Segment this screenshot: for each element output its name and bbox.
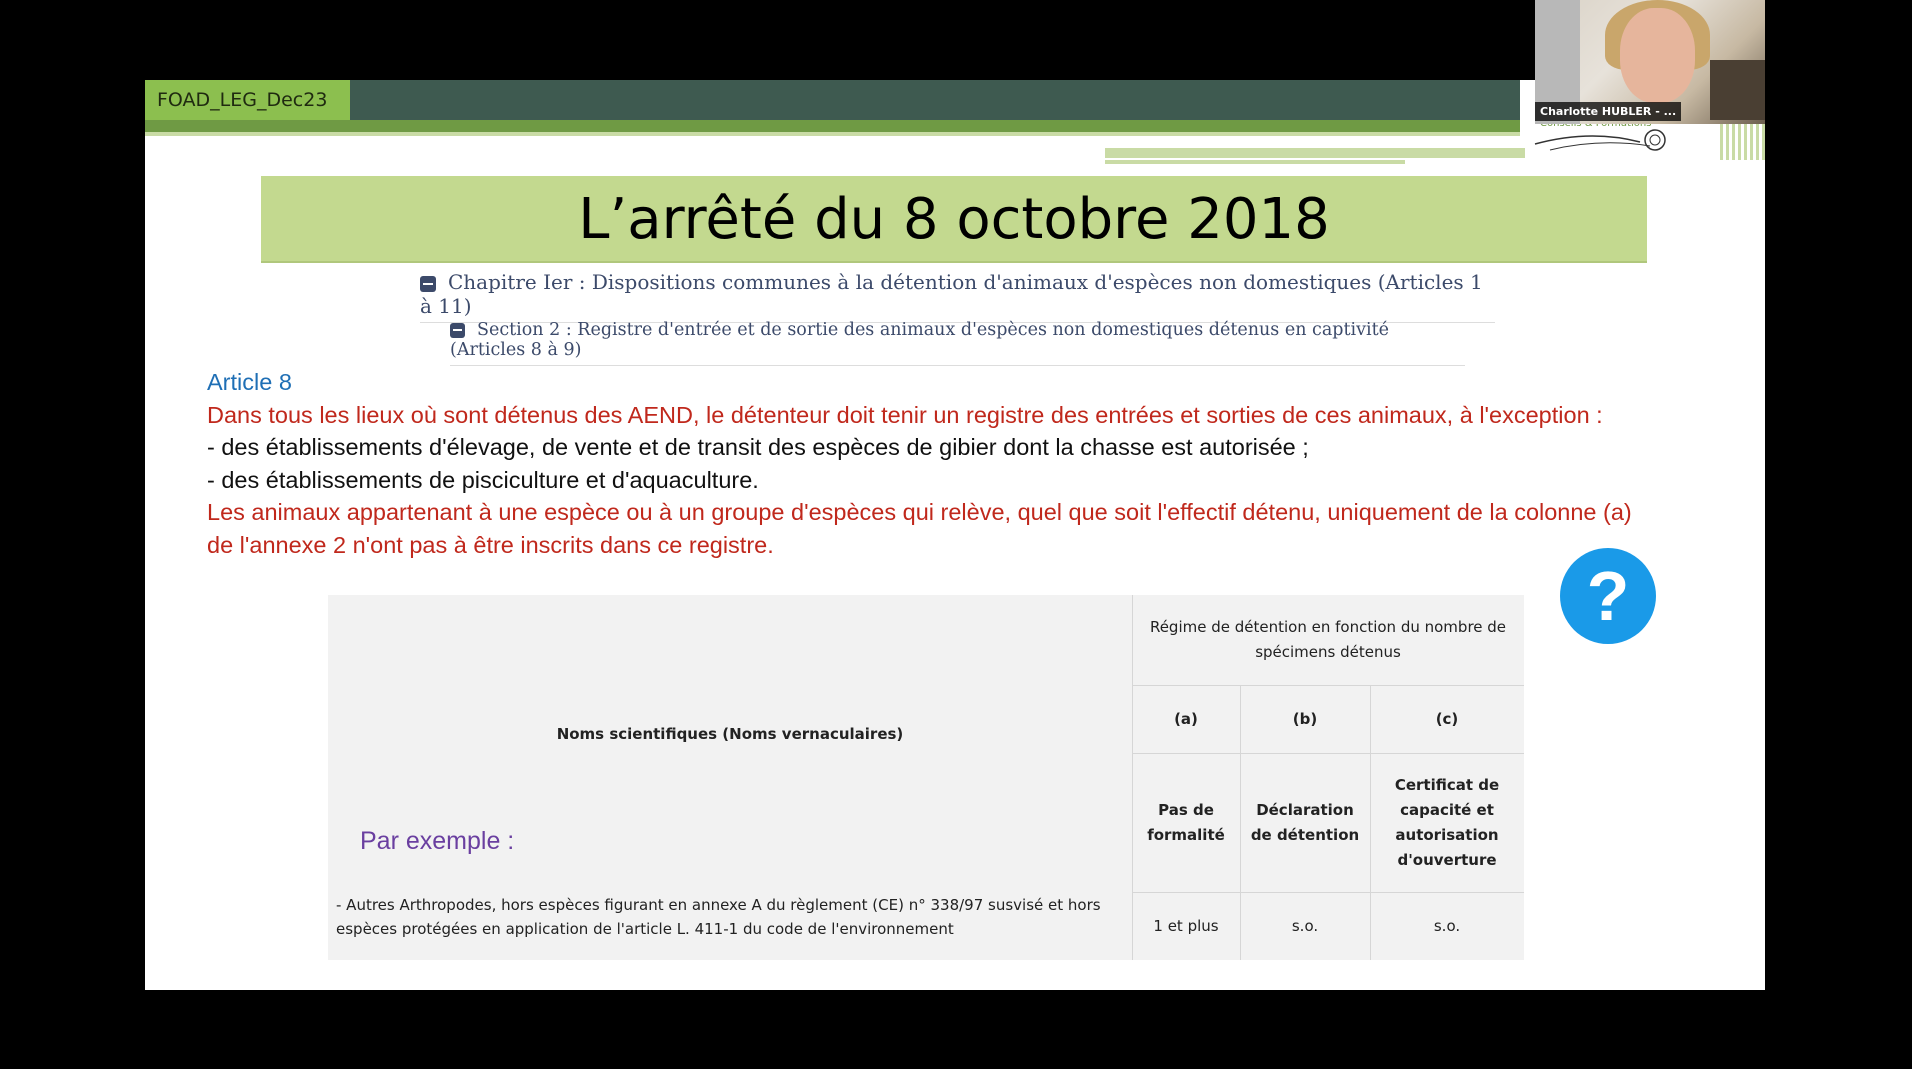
session-tag: FOAD_LEG_Dec23 [145,80,350,120]
background-shelf [1710,60,1765,120]
decor-stripe [1105,148,1525,158]
article-paragraph: de l'annexe 2 n'ont pas à être inscrits dans ce registre. [207,531,774,558]
decor-vertical-stripes [1720,120,1765,160]
participant-name: Charlotte HUBLER - ... [1535,102,1681,121]
decor-stripe [145,132,1520,136]
decor-stripe [145,120,1520,132]
question-mark-icon[interactable]: ? [1560,548,1656,644]
table-col-b: (b) [1292,710,1318,728]
table-col-c-desc: Certificat de capacité et autorisation d'ouverture [1394,775,1500,869]
chapter-heading [420,270,1495,323]
table-row-species: - Autres Arthropodes, hors espèces figurant en annexe A du règlement (CE) n° 338/97 susvisé et hors espèces protégées en application de l'article L. 411-1 du code de l'environnement [336,896,1101,938]
collapse-icon [450,323,465,338]
annex-table [328,595,1524,960]
swirl-logo-icon [1530,124,1670,154]
table-header-group: Régime de détention en fonction du nombre de spécimens détenus [1149,618,1507,661]
section-label: Section 2 : Registre d'entrée et de sortie des animaux d'espèces non domestiques détenus en captivité (Articles 8 à 9) [450,320,1389,360]
decor-stripe [1105,160,1405,164]
example-label: Par exemple : [360,827,515,855]
section-heading [450,320,1465,366]
article-bullet: - des établissements de pisciculture et d'aquaculture. [207,466,759,493]
article-title: Article 8 [207,369,292,395]
table-row-c: s.o. [1433,917,1461,935]
slide-top-bar [145,80,1520,120]
table-col-b-desc: Déclaration de détention [1250,800,1360,844]
presentation-slide [145,80,1765,990]
collapse-icon [420,276,436,292]
table-header-names: Noms scientifiques (Noms vernaculaires) [556,725,904,743]
participant-face [1620,8,1695,103]
table-col-a-desc: Pas de formalité [1147,800,1225,844]
webcam-video-tile[interactable] [1535,0,1765,124]
article-paragraph: Les animaux appartenant à une espèce ou à un groupe d'espèces qui relève, quel que soit l'effectif détenu, uniquement de la colonne (a) [207,499,1632,525]
article-body [207,366,1727,561]
table-col-c: (c) [1435,710,1459,728]
title-banner [261,176,1647,263]
chapter-label: Chapitre Ier : Dispositions communes à la détention d'animaux d'espèces non domestiques (Articles 1 à 11) [420,270,1483,318]
table-col-a: (a) [1174,710,1198,728]
slide-title: L’arrêté du 8 octobre 2018 [578,187,1330,252]
table-row-a: 1 et plus [1153,917,1219,935]
article-paragraph: Dans tous les lieux où sont détenus des AEND, le détenteur doit tenir un registre des entrées et sorties de ces animaux, à l'exception : [207,401,1603,428]
article-bullet: - des établissements d'élevage, de vente et de transit des espèces de gibier dont la chasse est autorisée ; [207,434,1309,460]
table-row-b: s.o. [1291,917,1319,935]
